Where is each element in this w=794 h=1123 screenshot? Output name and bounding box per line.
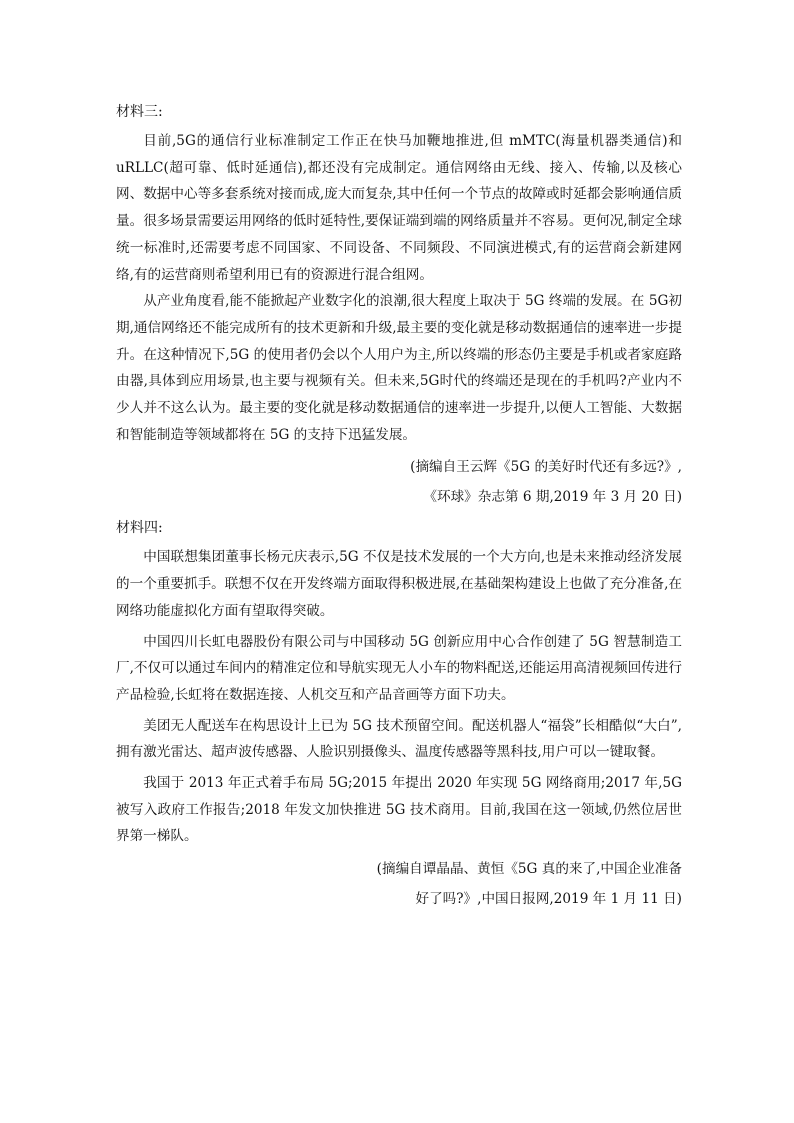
paragraph: 从产业角度看,能不能掀起产业数字化的浪潮,很大程度上取决于 5G 终端的发展。在 5G初期,通信网络还不能完成所有的技术更新和升级,最主要的变化就是移动数据通信的速率进一步提升。在这种情况下,5G 的使用者仍会以个人用户为主,所以终端的形态仍主要是手机或者家庭路由器,具体到应用场景,也主要与视频有关。但未来,5G时代的终端还是现在的手机吗?产业内不少人并不这么认为。最主要的变化就是移动数据通信的速率进一步提升,以便人工智能、大数据和智能制造等领域都将在 5G 的支持下迅猛发展。 <box>116 293 682 443</box>
paragraph: 美团无人配送车在构思设计上已为 5G 技术预留空间。配送机器人“福袋”长相酷似“大白”,拥有激光雷达、超声波传感器、人脸识别摄像头、温度传感器等黑科技,用户可以一键取餐。 <box>116 717 682 761</box>
paragraph: 我国于 2013 年正式着手布局 5G;2015 年提出 2020 年实现 5G 网络商用;2017 年,5G 被写入政府工作报告;2018 年发文加快推进 5G 技术商用。目前,我国在这一领域,仍然位居世界第一梯队。 <box>116 775 682 845</box>
paragraph: 目前,5G的通信行业标准制定工作正在快马加鞭地推进,但 mMTC(海量机器类通信)和uRLLC(超可靠、低时延通信),都还没有完成制定。通信网络由无线、接入、传输,以及核心网、数据中心等多套系统对接而成,庞大而复杂,其中任何一个节点的故障或时延都会影响通信质量。很多场景需要运用网络的低时延特性,要保证端到端的网络质量并不容易。更何况,制定全球统一标准时,还需要考虑不同国家、不同设备、不同频段、不同演进模式,有的运营商会新建网络,有的运营商则希望利用已有的资源进行混合组网。 <box>116 133 682 283</box>
material-four-section <box>116 512 682 914</box>
source-line: 《环球》杂志第 6 期,2019 年 3 月 20 日) <box>423 489 682 506</box>
source-line: (摘编自谭晶晶、黄恒《5G 真的来了,中国企业准备 <box>376 861 682 878</box>
material-three-heading: 材料三: <box>116 104 163 120</box>
paragraph: 中国联想集团董事长杨元庆表示,5G 不仅是技术发展的一个大方向,也是未来推动经济发展的一个重要抓手。联想不仅在开发终端方面取得积极进展,在基础架构建设上也做了充分准备,在网络功能虚拟化方面有望取得突破。 <box>116 549 682 619</box>
source-line: (摘编自王云辉《5G 的美好时代还有多远?》, <box>410 459 682 476</box>
paragraph: 中国四川长虹电器股份有限公司与中国移动 5G 创新应用中心合作创建了 5G 智慧制造工厂,不仅可以通过车间内的精准定位和导航实现无人小车的物料配送,还能运用高清视频回传进行产品检验,长虹将在数据连接、人机交互和产品音画等方面下功夫。 <box>116 633 682 703</box>
source-citation <box>116 452 682 512</box>
document-page <box>116 96 682 914</box>
material-four-heading: 材料四: <box>116 520 163 537</box>
source-citation <box>116 854 682 914</box>
source-line: 好了吗?》,中国日报网,2019 年 1 月 11 日) <box>415 891 682 908</box>
material-three-section <box>116 96 682 512</box>
